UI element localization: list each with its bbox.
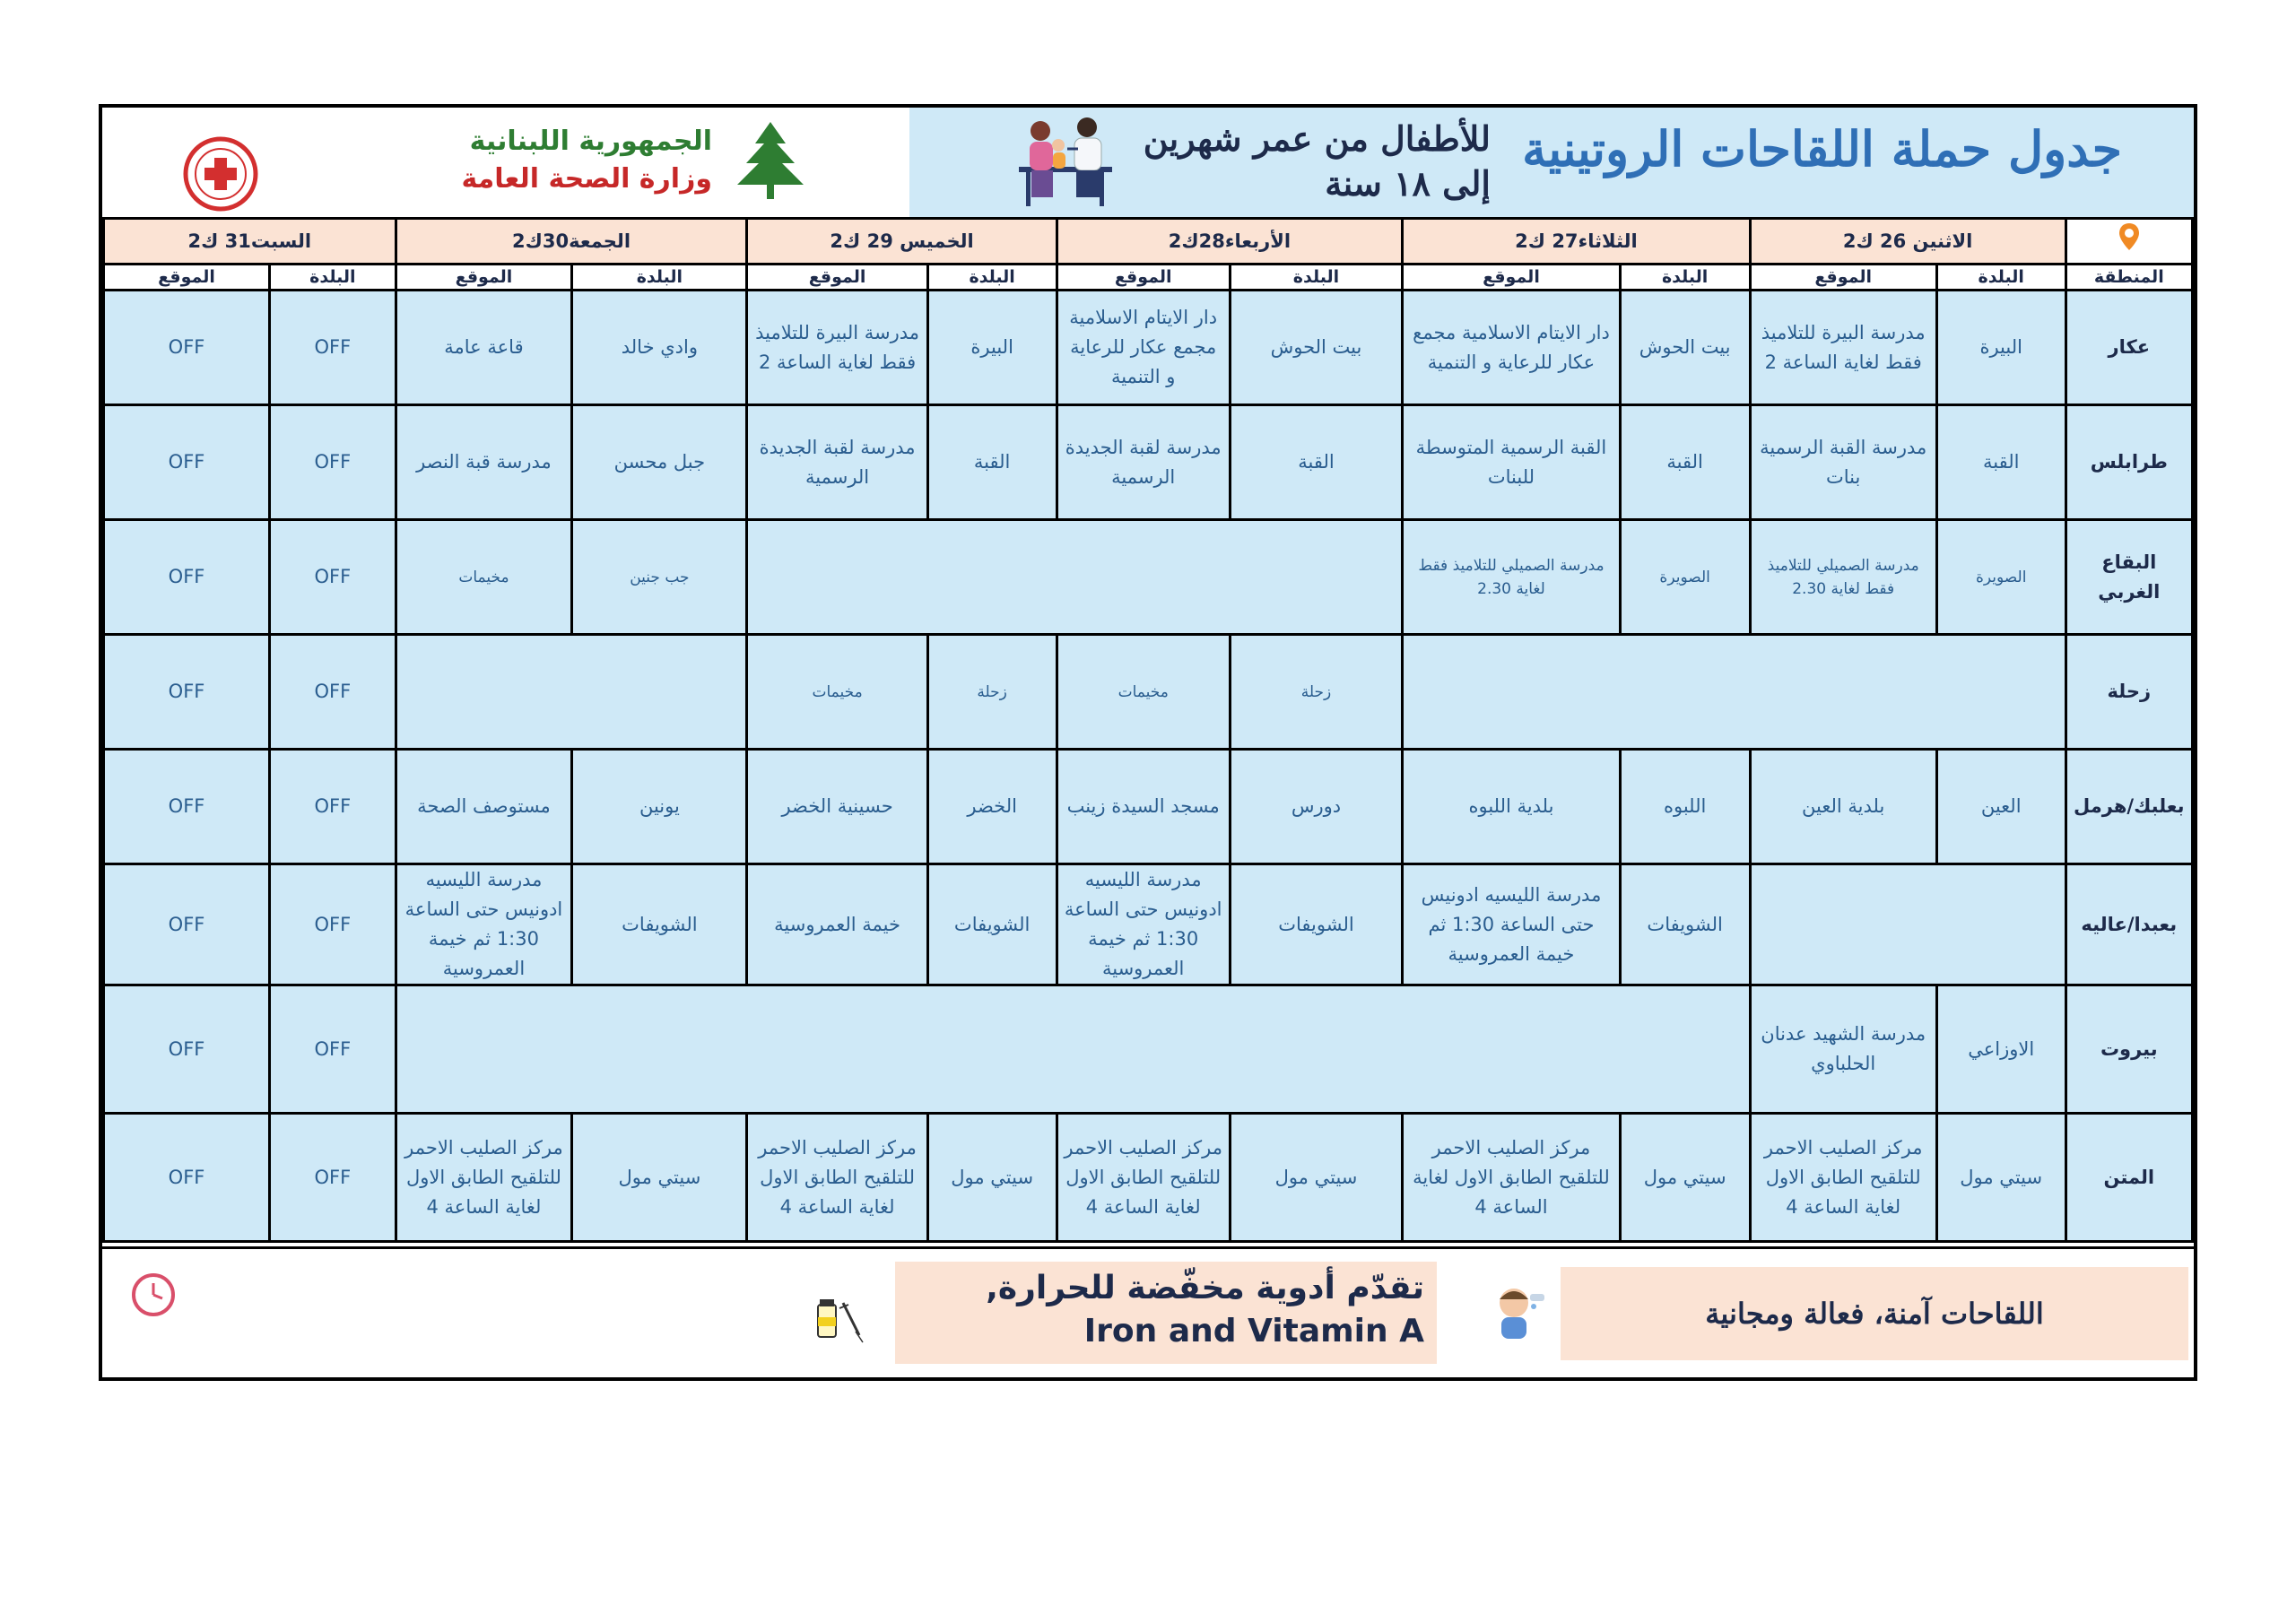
site-header: الموقع	[396, 265, 572, 291]
site-cell: دار الايتام الاسلامية مجمع عكار للرعاية و التنمية	[1403, 291, 1621, 405]
site-cell: مدرسة الليسيه ادونيس حتى الساعة 1:30 ثم خيمة العمروسية	[1057, 864, 1230, 985]
town-cell: دورس	[1230, 750, 1402, 864]
day-tuesday: الثلاثاء27 ك2	[1403, 219, 1750, 265]
location-pin-icon	[2117, 221, 2142, 252]
town-cell: سيتي مول	[1936, 1114, 2066, 1242]
off-cell: OFF	[270, 750, 396, 864]
town-cell: الشويفات	[1620, 864, 1750, 985]
page-subtitle-line1: للأطفال من عمر شهرين	[1143, 118, 1491, 159]
day-monday: الاثنين 26 ك2	[1750, 219, 2066, 265]
town-cell: جبل محسن	[572, 405, 747, 520]
site-cell: حسينية الخضر	[747, 750, 927, 864]
town-cell: العين	[1936, 750, 2066, 864]
off-cell: OFF	[104, 750, 270, 864]
schedule-sheet	[99, 104, 2197, 1381]
region-cell: بعلبك/هرمل	[2066, 750, 2192, 864]
safe-vaccines-banner	[1561, 1267, 2188, 1360]
table-row	[104, 864, 2193, 985]
empty-cell	[1750, 864, 2066, 985]
town-cell: الشويفات	[572, 864, 747, 985]
town-header: البلدة	[270, 265, 396, 291]
town-cell: الصويرة	[1620, 520, 1750, 635]
safe-vaccines-text: اللقاحات آمنة، فعالة ومجانية	[1705, 1297, 2044, 1331]
site-cell: مركز الصليب الاحمر للتلقيح الطابق الاول لغاية الساعة 4	[1750, 1114, 1936, 1242]
region-cell: المتن	[2066, 1114, 2192, 1242]
off-cell: OFF	[270, 635, 396, 750]
site-cell: مستوصف الصحة	[396, 750, 572, 864]
region-cell: بعبدا/عاليه	[2066, 864, 2192, 985]
town-cell: سيتي مول	[1620, 1114, 1750, 1242]
town-cell: الاوزاعي	[1936, 985, 2066, 1114]
day-friday: الجمعة30ك2	[396, 219, 747, 265]
off-cell: OFF	[270, 520, 396, 635]
location-pin-cell	[2066, 219, 2192, 265]
vaccine-vial-icon	[813, 1292, 865, 1344]
site-cell: مدرسة الليسيه ادونيس حتى الساعة 1:30 ثم خيمة العمروسية	[1403, 864, 1621, 985]
site-cell: مدرسة الصميلي للتلاميذ فقط لغاية 2.30	[1403, 520, 1621, 635]
table-row	[104, 750, 2193, 864]
site-cell: مدرسة الشهيد عدنان الحلباوي	[1750, 985, 1936, 1114]
site-cell: مدرسة القبة الرسمية بنات	[1750, 405, 1936, 520]
site-cell: خيمة العمروسية	[747, 864, 927, 985]
site-cell: مخيمات	[747, 635, 927, 750]
table-row	[104, 1114, 2193, 1242]
town-cell: سيتي مول	[927, 1114, 1057, 1242]
day-saturday: السبت31 ك2	[104, 219, 396, 265]
town-cell: سيتي مول	[1230, 1114, 1402, 1242]
region-cell: عكار	[2066, 291, 2192, 405]
region-cell: طرابلس	[2066, 405, 2192, 520]
site-cell: مدرسة قبة النصر	[396, 405, 572, 520]
town-header: البلدة	[1936, 265, 2066, 291]
town-cell: يونين	[572, 750, 747, 864]
town-cell: وادي خالد	[572, 291, 747, 405]
vaccination-schedule-table	[102, 217, 2194, 1243]
site-cell: مركز الصليب الاحمر للتلقيح الطابق الاول لغاية الساعة 4	[1403, 1114, 1621, 1242]
town-cell: البيرة	[1936, 291, 2066, 405]
site-cell: بلدية اللبوه	[1403, 750, 1621, 864]
town-cell: الصويرة	[1936, 520, 2066, 635]
site-cell: مدرسة البيرة للتلاميذ فقط لغاية الساعة 2	[747, 291, 927, 405]
region-cell: زحلة	[2066, 635, 2192, 750]
day-thursday: الخميس 29 ك2	[747, 219, 1057, 265]
empty-cell	[1403, 635, 2066, 750]
cedar-icon	[730, 120, 811, 201]
day-wednesday: الأربعاء28ك2	[1057, 219, 1403, 265]
town-cell: القبة	[1936, 405, 2066, 520]
site-header: الموقع	[104, 265, 270, 291]
off-cell: OFF	[104, 291, 270, 405]
site-cell: دار الايتام الاسلامية مجمع عكار للرعاية و التنمية	[1057, 291, 1230, 405]
day-header-row	[104, 219, 2193, 265]
empty-cell	[747, 520, 1403, 635]
site-header: الموقع	[1057, 265, 1230, 291]
town-cell: بيت الحوش	[1230, 291, 1402, 405]
site-header: الموقع	[1750, 265, 1936, 291]
off-cell: OFF	[270, 1114, 396, 1242]
site-cell: قاعة عامة	[396, 291, 572, 405]
off-cell: OFF	[270, 985, 396, 1114]
off-cell: OFF	[104, 405, 270, 520]
off-cell: OFF	[270, 405, 396, 520]
table-row	[104, 291, 2193, 405]
region-cell: بيروت	[2066, 985, 2192, 1114]
off-cell: OFF	[104, 635, 270, 750]
town-cell: القبة	[1230, 405, 1402, 520]
region-cell: البقاع الغربي	[2066, 520, 2192, 635]
page-title: جدول حملة اللقاحات الروتينية	[1522, 120, 2122, 178]
site-cell: مدرسة الصميلي للتلاميذ فقط لغاية 2.30	[1750, 520, 1936, 635]
town-cell: جب جنين	[572, 520, 747, 635]
region-header: المنطقة	[2066, 265, 2192, 291]
site-cell: مسجد السيدة زينب	[1057, 750, 1230, 864]
site-cell: بلدية العين	[1750, 750, 1936, 864]
clock-icon	[131, 1272, 176, 1317]
town-cell: اللبوه	[1620, 750, 1750, 864]
empty-cell	[396, 985, 1750, 1114]
ministry-name-line1: الجمهورية اللبنانية	[469, 126, 712, 157]
page-subtitle-line2: إلى ١٨ سنة	[1325, 163, 1491, 204]
table-row	[104, 635, 2193, 750]
site-cell: مدرسة الليسيه ادونيس حتى الساعة 1:30 ثم خيمة العمروسية	[396, 864, 572, 985]
site-cell: مدرسة لقبة الجديدة الرسمية	[747, 405, 927, 520]
town-header: البلدة	[572, 265, 747, 291]
footer	[102, 1246, 2194, 1380]
site-cell: القبة الرسمية المتوسطة للبنات	[1403, 405, 1621, 520]
column-header-row	[104, 265, 2193, 291]
off-cell: OFF	[104, 985, 270, 1114]
town-cell: القبة	[927, 405, 1057, 520]
town-header: البلدة	[927, 265, 1057, 291]
site-cell: مخيمات	[396, 520, 572, 635]
off-cell: OFF	[104, 520, 270, 635]
table-row	[104, 405, 2193, 520]
table-row	[104, 520, 2193, 635]
table-row	[104, 985, 2193, 1114]
town-cell: بيت الحوش	[1620, 291, 1750, 405]
ministry-logo	[452, 120, 811, 210]
site-cell: مركز الصليب الاحمر للتلقيح الطابق الاول لغاية الساعة 4	[747, 1114, 927, 1242]
site-cell: مدرسة لقبة الجديدة الرسمية	[1057, 405, 1230, 520]
town-cell: الشويفات	[1230, 864, 1402, 985]
town-cell: البيرة	[927, 291, 1057, 405]
site-cell: مركز الصليب الاحمر للتلقيح الطابق الاول لغاية الساعة 4	[396, 1114, 572, 1242]
site-header: الموقع	[1403, 265, 1621, 291]
town-cell: زحلة	[927, 635, 1057, 750]
child-drop-icon	[1489, 1280, 1552, 1342]
red-cross-icon	[183, 136, 258, 212]
town-cell: القبة	[1620, 405, 1750, 520]
town-header: البلدة	[1620, 265, 1750, 291]
site-header: الموقع	[747, 265, 927, 291]
header	[102, 108, 2194, 220]
doctor-child-icon	[1013, 113, 1118, 210]
ministry-name-line2: وزارة الصحة العامة	[461, 163, 712, 195]
town-header: البلدة	[1230, 265, 1402, 291]
medication-text: تقدّم أدوية مخفّضة للحرارة, Iron and Vitamin A	[986, 1270, 1424, 1350]
site-cell: مركز الصليب الاحمر للتلقيح الطابق الاول لغاية الساعة 4	[1057, 1114, 1230, 1242]
town-cell: سيتي مول	[572, 1114, 747, 1242]
town-cell: الخضر	[927, 750, 1057, 864]
title-banner	[909, 108, 2194, 217]
off-cell: OFF	[270, 864, 396, 985]
off-cell: OFF	[104, 1114, 270, 1242]
off-cell: OFF	[104, 864, 270, 985]
empty-cell	[396, 635, 747, 750]
off-cell: OFF	[270, 291, 396, 405]
town-cell: الشويفات	[927, 864, 1057, 985]
medication-banner	[895, 1262, 1437, 1364]
site-cell: مخيمات	[1057, 635, 1230, 750]
town-cell: زحلة	[1230, 635, 1402, 750]
site-cell: مدرسة البيرة للتلاميذ فقط لغاية الساعة 2	[1750, 291, 1936, 405]
